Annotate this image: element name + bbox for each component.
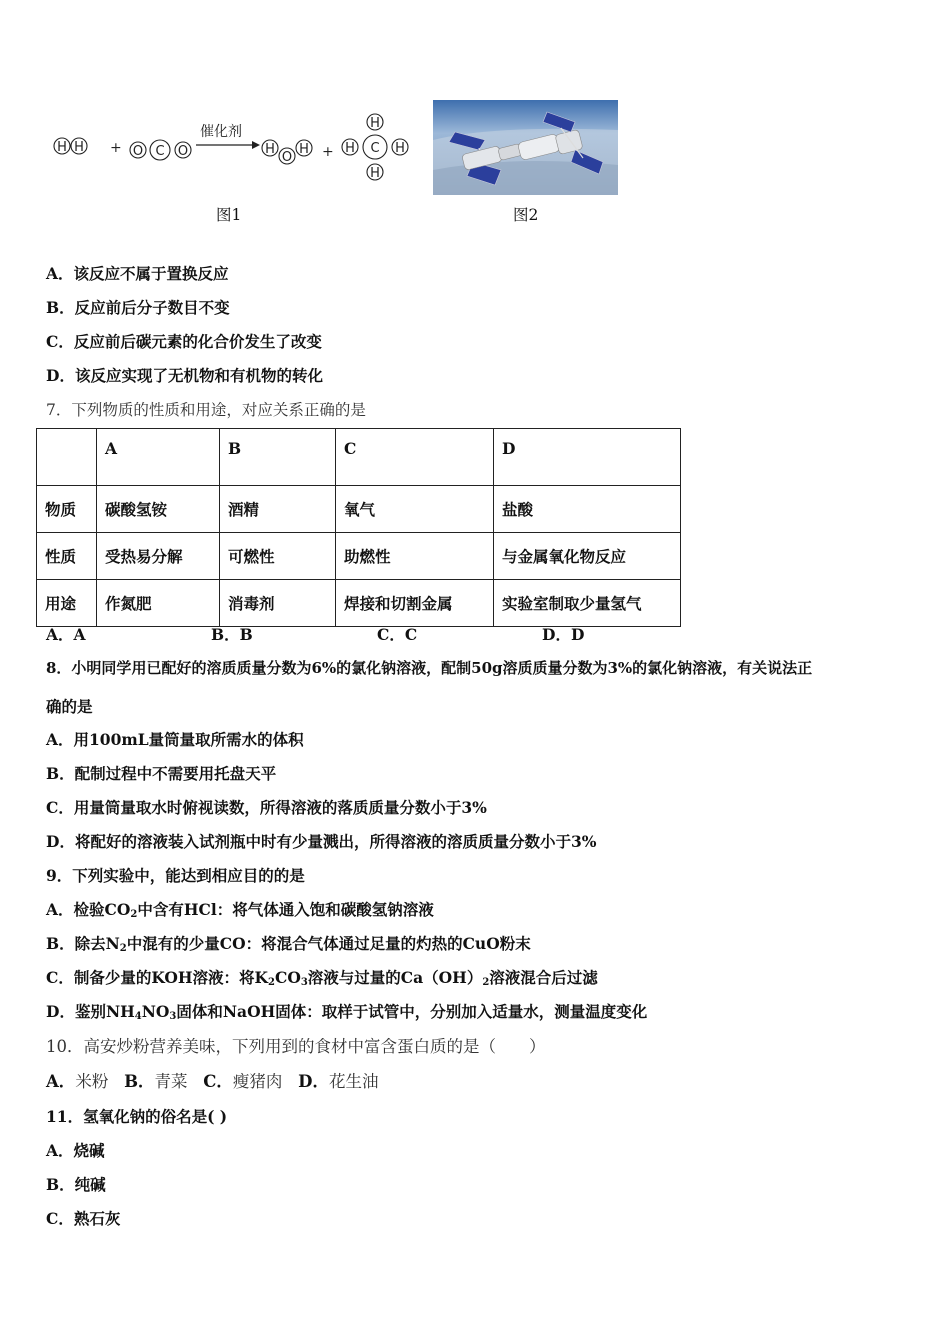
svg-text:H: H [370, 166, 380, 181]
svg-text:H: H [395, 141, 405, 156]
table-cell: 性质 [37, 533, 97, 580]
catalyst-label: 催化剂 [200, 124, 242, 140]
q10-options [46, 1068, 378, 1092]
h2-molecule [54, 138, 87, 155]
table-cell: 助燃性 [336, 533, 494, 580]
q8-option-c: C．用量筒量取水时俯视读数，所得溶液的落质质量分数小于3% [46, 798, 487, 817]
svg-text:O: O [281, 150, 293, 165]
table-cell: 焊接和切割金属 [336, 580, 494, 627]
q6-option-a: A．该反应不属于置换反应 [46, 264, 229, 283]
q10-option-d-text: 花生油 [328, 1072, 379, 1091]
table-header-row [37, 429, 681, 486]
q8-option-b: B．配制过程中不需要用托盘天平 [46, 764, 277, 783]
table-cell: 作氮肥 [97, 580, 220, 627]
space-station-image [433, 100, 618, 195]
q7-table [36, 428, 681, 627]
q6-option-d: D．该反应实现了无机物和有机物的转化 [46, 366, 323, 385]
svg-text:H: H [57, 140, 67, 155]
table-row [37, 533, 681, 580]
co2-molecule [130, 140, 191, 160]
svg-text:H: H [74, 140, 84, 155]
q6-option-b: B．反应前后分子数目不变 [46, 298, 230, 317]
q11-option-a: A．烧碱 [46, 1141, 105, 1160]
table-cell: 与金属氧化物反应 [494, 533, 681, 580]
table-cell: A [97, 429, 220, 486]
reaction-diagram [52, 108, 422, 188]
q7-options [46, 623, 646, 643]
q9-option-d: D．鉴别$NH_4NO_3$固体和NaOH固体：取样于试管中，分别加入适量水，测量温度变化 [46, 1002, 648, 1022]
q11-option-b: B．纯碱 [46, 1175, 106, 1194]
q11-stem: 11．氢氧化钠的俗名是( ) [46, 1107, 228, 1126]
svg-text:C: C [370, 141, 380, 156]
q8-stem-line2: 确的是 [46, 697, 93, 716]
table-cell: 物质 [37, 486, 97, 533]
table-cell: B [220, 429, 336, 486]
plus-sign: + [110, 140, 122, 156]
fig2-caption: 图2 [513, 206, 539, 224]
table-cell: 受热易分解 [97, 533, 220, 580]
q7-stem: 7．下列物质的性质和用途，对应关系正确的是 [46, 401, 366, 419]
svg-text:C: C [155, 144, 165, 159]
table-cell: 可燃性 [220, 533, 336, 580]
q10-option-a-letter: A． [46, 1072, 76, 1091]
q10-option-a-text: 米粉 [75, 1072, 109, 1091]
table-cell: D [494, 429, 681, 486]
table-cell: 氧气 [336, 486, 494, 533]
q10-stem: 10．高安炒粉营养美味，下列用到的食材中富含蛋白质的是（ ） [46, 1037, 546, 1056]
table-cell: 盐酸 [494, 486, 681, 533]
q11-option-c: C．熟石灰 [46, 1209, 121, 1228]
q7-option-c: C．C [377, 625, 418, 644]
q9-option-b: B．除去$N_2$中混有的少量CO：将混合气体通过足量的灼热的CuO粉末 [46, 934, 531, 954]
q10-option-b-text: 青菜 [154, 1072, 188, 1091]
q8-option-a: A．用100mL量筒量取所需水的体积 [46, 730, 304, 749]
q7-option-b: B．B [211, 625, 253, 644]
table-cell: 碳酸氢铵 [97, 486, 220, 533]
q6-option-c: C．反应前后碳元素的化合价发生了改变 [46, 332, 322, 351]
ch4-molecule [342, 114, 408, 181]
q7-option-d: D．D [542, 625, 585, 644]
table-row [37, 486, 681, 533]
table-cell [37, 429, 97, 486]
table-cell: 消毒剂 [220, 580, 336, 627]
q9-option-c: C．制备少量的KOH溶液：将$K_2CO_3$溶液与过量的$Ca(OH)_2$溶液混合后过滤 [46, 968, 598, 988]
table-cell: 用途 [37, 580, 97, 627]
table-row [37, 580, 681, 627]
q10-option-b-letter: B． [124, 1072, 155, 1091]
svg-text:H: H [370, 116, 380, 131]
h2o-molecule [262, 140, 312, 165]
svg-text:O: O [177, 144, 189, 159]
q9-stem: 9．下列实验中，能达到相应目的的是 [46, 866, 305, 885]
table-cell: C [336, 429, 494, 486]
q8-stem-line1: 8．小明同学用已配好的溶质质量分数为6%的氯化钠溶液，配制50g溶质质量分数为3%的氯化钠溶液，有关说法正 [46, 659, 813, 677]
q10-option-c-letter: C． [203, 1072, 233, 1091]
table-cell: 实验室制取少量氢气 [494, 580, 681, 627]
fig1-caption: 图1 [216, 206, 242, 224]
q7-option-a: A．A [46, 625, 86, 644]
table-cell: 酒精 [220, 486, 336, 533]
q10-option-d-letter: D． [298, 1072, 329, 1091]
svg-text:O: O [132, 144, 144, 159]
plus-sign-2: + [322, 144, 334, 160]
q9-option-a: A．检验$CO_2$中含有HCl：将气体通入饱和碳酸氢钠溶液 [46, 900, 434, 920]
q8-option-d: D．将配好的溶液装入试剂瓶中时有少量溅出，所得溶液的溶质质量分数小于3% [46, 832, 597, 851]
svg-text:H: H [299, 142, 309, 157]
svg-text:H: H [265, 142, 275, 157]
q10-option-c-text: 瘦猪肉 [232, 1072, 283, 1091]
svg-text:H: H [345, 141, 355, 156]
